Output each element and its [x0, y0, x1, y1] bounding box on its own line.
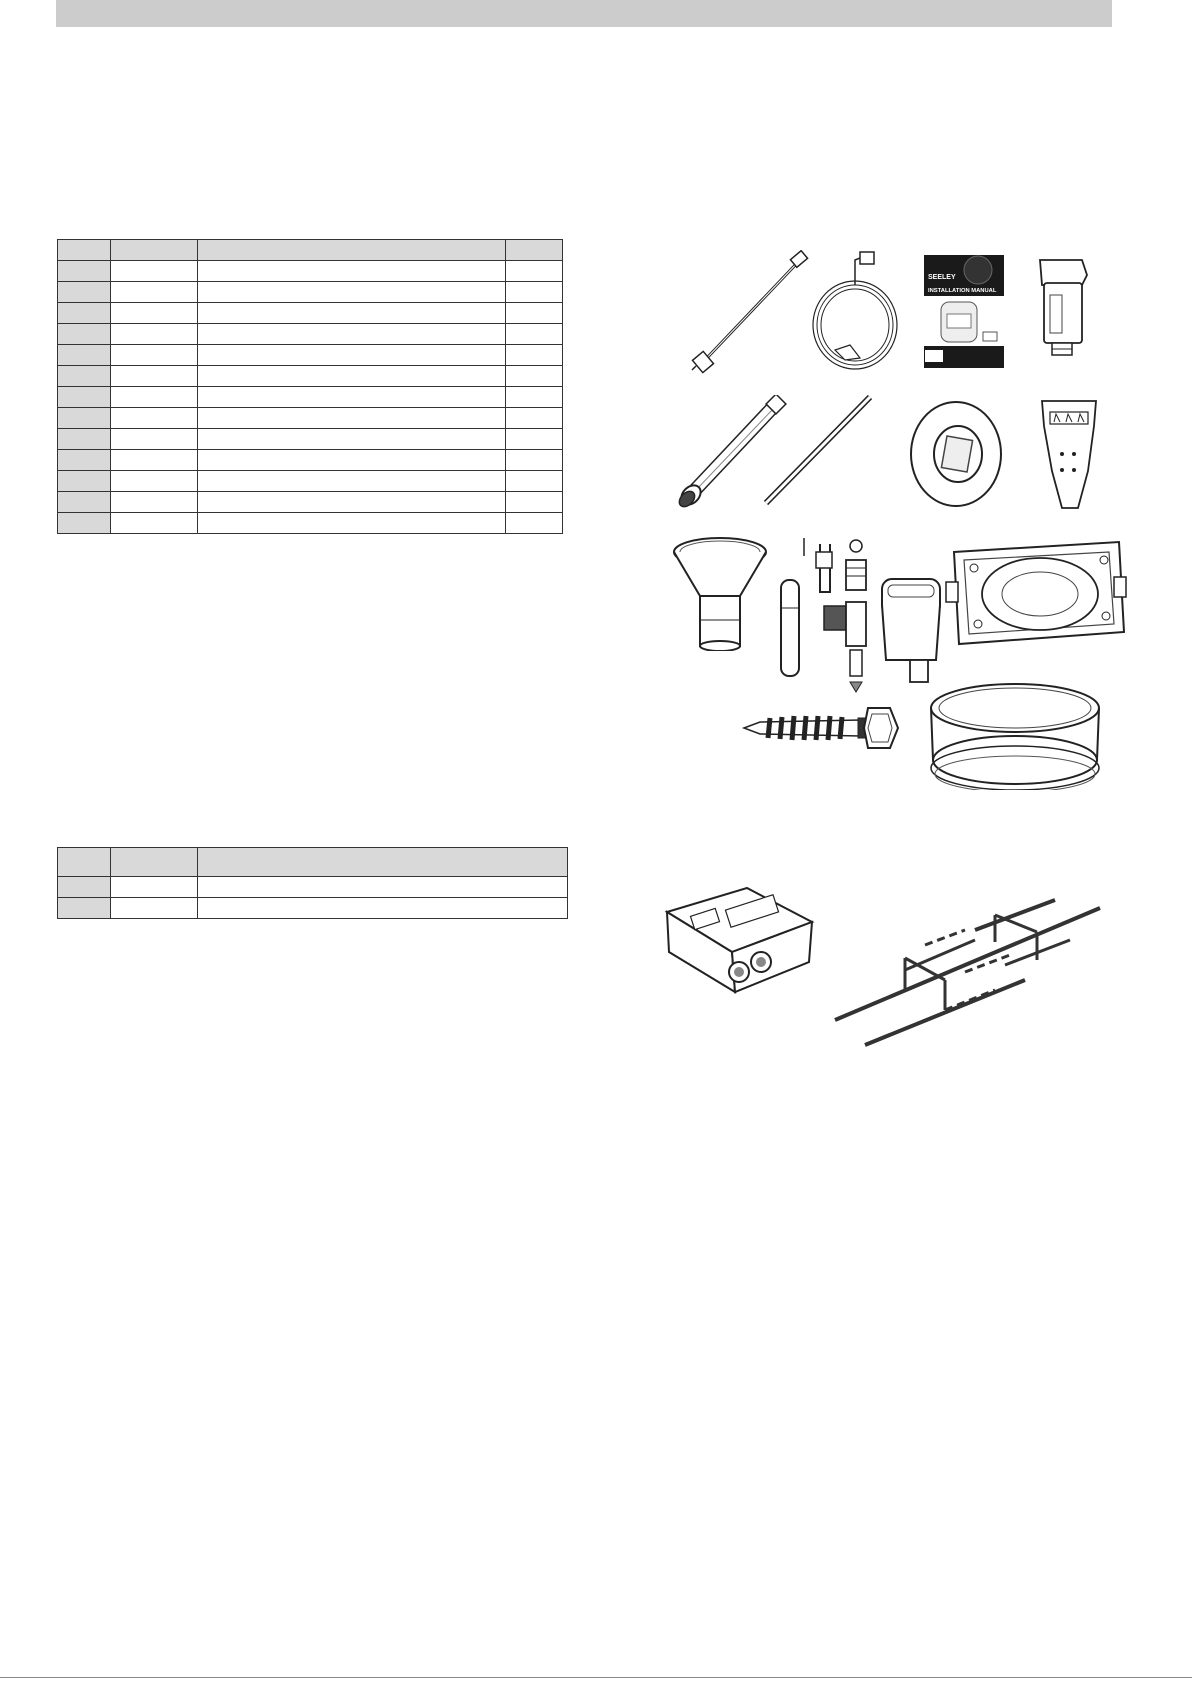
cell — [506, 450, 563, 471]
cell — [198, 877, 568, 898]
cell — [111, 324, 198, 345]
cell — [198, 471, 506, 492]
cell — [198, 261, 506, 282]
cell — [58, 387, 111, 408]
cell — [58, 261, 111, 282]
table-row — [58, 387, 563, 408]
col-partno-header — [111, 848, 198, 877]
table-row — [58, 877, 568, 898]
cell — [111, 345, 198, 366]
cell — [58, 450, 111, 471]
col-description-header — [198, 240, 506, 261]
parts-table — [57, 239, 563, 534]
col-qty-header — [506, 240, 563, 261]
cell — [198, 303, 506, 324]
cell — [111, 303, 198, 324]
cell — [111, 429, 198, 450]
table-row — [58, 492, 563, 513]
col-description-header — [198, 848, 568, 877]
cell — [506, 387, 563, 408]
cell — [506, 303, 563, 324]
cell — [198, 282, 506, 303]
cell — [58, 513, 111, 534]
cell — [111, 877, 198, 898]
electrical-box-illustration — [657, 882, 817, 997]
manual-title: INSTALLATION MANUAL — [928, 288, 997, 294]
ceiling-ring-illustration — [906, 398, 1006, 510]
cell — [506, 324, 563, 345]
cell — [506, 492, 563, 513]
cell — [111, 408, 198, 429]
table-row — [58, 429, 563, 450]
cell — [506, 471, 563, 492]
table-header-row — [58, 240, 563, 261]
cell — [198, 408, 506, 429]
cell — [58, 324, 111, 345]
cell — [506, 345, 563, 366]
cell — [198, 324, 506, 345]
valve-fittings-illustration — [800, 532, 880, 697]
cell — [198, 366, 506, 387]
table-row — [58, 513, 563, 534]
cell — [58, 345, 111, 366]
table-row — [58, 324, 563, 345]
table-header-row — [58, 848, 568, 877]
table-row — [58, 408, 563, 429]
cell — [111, 471, 198, 492]
cell — [111, 513, 198, 534]
cell — [58, 429, 111, 450]
table-row — [58, 471, 563, 492]
round-spigot-illustration — [925, 680, 1105, 790]
cell — [506, 366, 563, 387]
cell — [198, 345, 506, 366]
optional-parts-table — [57, 847, 568, 919]
cell — [111, 282, 198, 303]
table-row — [58, 261, 563, 282]
table-row — [58, 898, 568, 919]
col-item-header — [58, 240, 111, 261]
cell — [111, 898, 198, 919]
coiled-cable-illustration — [805, 250, 910, 375]
roof-support-frame-illustration — [825, 880, 1105, 1050]
cell — [506, 513, 563, 534]
cell — [506, 408, 563, 429]
footer-divider — [0, 1677, 1192, 1678]
cell — [111, 387, 198, 408]
float-valve-illustration — [876, 575, 946, 690]
cell — [198, 387, 506, 408]
base-frame-illustration — [944, 532, 1129, 652]
cell — [198, 450, 506, 471]
table-row — [58, 303, 563, 324]
cell — [506, 282, 563, 303]
funnel-drain-illustration — [670, 536, 770, 651]
self-drilling-screw-illustration — [740, 700, 900, 755]
cell — [58, 366, 111, 387]
cell — [58, 303, 111, 324]
cell — [506, 429, 563, 450]
cell — [198, 429, 506, 450]
col-item-header — [58, 848, 111, 877]
cell — [58, 408, 111, 429]
cell — [198, 492, 506, 513]
cell — [111, 450, 198, 471]
cell — [506, 261, 563, 282]
straight-rod-illustration — [758, 395, 878, 510]
cell — [58, 492, 111, 513]
cell — [58, 471, 111, 492]
water-level-sensor-illustration — [1032, 255, 1092, 360]
table-row — [58, 282, 563, 303]
cell — [198, 898, 568, 919]
mounting-bracket-illustration — [1038, 396, 1100, 510]
cell — [111, 492, 198, 513]
manual-brand: SEELEY — [928, 274, 956, 281]
cell — [111, 366, 198, 387]
cell — [198, 513, 506, 534]
table-row — [58, 366, 563, 387]
power-cord-illustration — [690, 250, 820, 375]
header-bar — [56, 0, 1112, 27]
cell — [58, 282, 111, 303]
cell — [58, 877, 111, 898]
cell — [58, 898, 111, 919]
cell — [111, 261, 198, 282]
table-row — [58, 345, 563, 366]
installation-manual-illustration — [923, 254, 1005, 369]
col-partno-header — [111, 240, 198, 261]
table-row — [58, 450, 563, 471]
